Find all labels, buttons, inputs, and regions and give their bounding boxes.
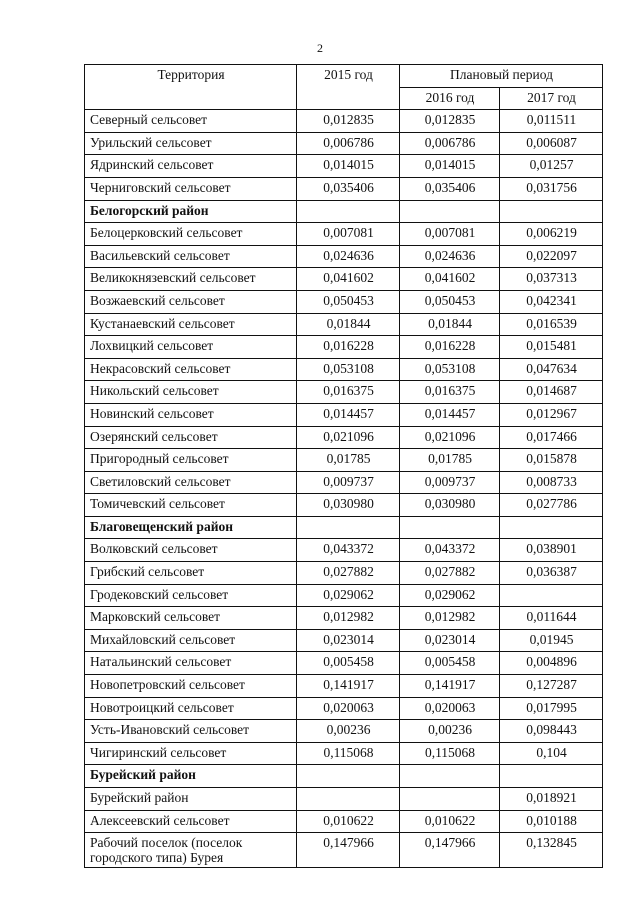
- value-2017-cell: [500, 765, 603, 788]
- header-year-2015: 2015 год: [297, 65, 400, 110]
- table-row: [85, 742, 603, 765]
- table-header: [85, 65, 603, 110]
- value-2017-cell: 0,011511: [500, 110, 603, 133]
- value-2016-cell: 0,023014: [400, 629, 500, 652]
- value-2017-cell: 0,127287: [500, 675, 603, 698]
- value-2016-cell: 0,115068: [400, 742, 500, 765]
- territory-cell: Ядринский сельсовет: [85, 155, 297, 178]
- value-2015-cell: 0,006786: [297, 132, 400, 155]
- value-2015-cell: [297, 516, 400, 539]
- value-2017-cell: 0,004896: [500, 652, 603, 675]
- value-2017-cell: 0,008733: [500, 471, 603, 494]
- value-2016-cell: 0,053108: [400, 358, 500, 381]
- territory-cell: Белоцерковский сельсовет: [85, 223, 297, 246]
- value-2015-cell: 0,009737: [297, 471, 400, 494]
- value-2017-cell: 0,036387: [500, 562, 603, 585]
- table-row: [85, 494, 603, 517]
- value-2015-cell: [297, 200, 400, 223]
- header-row-top: [85, 65, 603, 88]
- territory-cell: Новопетровский сельсовет: [85, 675, 297, 698]
- value-2016-cell: 0,020063: [400, 697, 500, 720]
- territory-cell: Светиловский сельсовет: [85, 471, 297, 494]
- territory-cell: Новотроицкий сельсовет: [85, 697, 297, 720]
- value-2016-cell: 0,021096: [400, 426, 500, 449]
- value-2015-cell: 0,141917: [297, 675, 400, 698]
- value-2015-cell: 0,005458: [297, 652, 400, 675]
- value-2017-cell: 0,011644: [500, 607, 603, 630]
- value-2016-cell: 0,006786: [400, 132, 500, 155]
- territory-cell: Лохвицкий сельсовет: [85, 336, 297, 359]
- value-2017-cell: 0,047634: [500, 358, 603, 381]
- territory-cell: Михайловский сельсовет: [85, 629, 297, 652]
- value-2015-cell: 0,147966: [297, 833, 400, 868]
- value-2017-cell: 0,015878: [500, 449, 603, 472]
- value-2017-cell: 0,031756: [500, 177, 603, 200]
- table-row: [85, 607, 603, 630]
- value-2015-cell: 0,029062: [297, 584, 400, 607]
- value-2017-cell: 0,015481: [500, 336, 603, 359]
- value-2017-cell: 0,132845: [500, 833, 603, 868]
- value-2016-cell: 0,041602: [400, 268, 500, 291]
- header-territory: Территория: [85, 65, 297, 110]
- table-row: [85, 358, 603, 381]
- table-row: [85, 426, 603, 449]
- territory-cell: Великокнязевский сельсовет: [85, 268, 297, 291]
- value-2016-cell: [400, 788, 500, 811]
- value-2017-cell: 0,006087: [500, 132, 603, 155]
- territory-cell: Черниговский сельсовет: [85, 177, 297, 200]
- value-2016-cell: 0,030980: [400, 494, 500, 517]
- territory-cell: Томичевский сельсовет: [85, 494, 297, 517]
- value-2017-cell: 0,042341: [500, 290, 603, 313]
- territory-cell: Бурейский район: [85, 788, 297, 811]
- value-2016-cell: 0,016375: [400, 381, 500, 404]
- value-2015-cell: 0,014015: [297, 155, 400, 178]
- value-2017-cell: 0,018921: [500, 788, 603, 811]
- territory-cell: Грибский сельсовет: [85, 562, 297, 585]
- section-title: Бурейский район: [85, 765, 297, 788]
- territory-cell: Алексеевский сельсовет: [85, 810, 297, 833]
- table-row: [85, 471, 603, 494]
- table-row: [85, 449, 603, 472]
- value-2017-cell: 0,01257: [500, 155, 603, 178]
- section-title: Белогорский район: [85, 200, 297, 223]
- value-2016-cell: 0,010622: [400, 810, 500, 833]
- value-2016-cell: 0,01785: [400, 449, 500, 472]
- table-row: [85, 539, 603, 562]
- value-2017-cell: 0,016539: [500, 313, 603, 336]
- territory-cell: Чигиринский сельсовет: [85, 742, 297, 765]
- value-2015-cell: [297, 788, 400, 811]
- table-row: [85, 675, 603, 698]
- value-2015-cell: [297, 765, 400, 788]
- section-row: [85, 516, 603, 539]
- table-row: [85, 629, 603, 652]
- territory-cell: Рабочий поселок (поселок городского типа) Бурея: [85, 833, 297, 868]
- territory-cell: Возжаевский сельсовет: [85, 290, 297, 313]
- table-row: [85, 268, 603, 291]
- table-row: [85, 381, 603, 404]
- table-row: [85, 652, 603, 675]
- value-2015-cell: 0,016375: [297, 381, 400, 404]
- table-row: [85, 177, 603, 200]
- table-row: [85, 155, 603, 178]
- section-row: [85, 200, 603, 223]
- value-2015-cell: 0,021096: [297, 426, 400, 449]
- value-2015-cell: 0,115068: [297, 742, 400, 765]
- value-2015-cell: 0,012835: [297, 110, 400, 133]
- value-2017-cell: 0,010188: [500, 810, 603, 833]
- value-2017-cell: 0,017995: [500, 697, 603, 720]
- value-2015-cell: 0,01785: [297, 449, 400, 472]
- value-2017-cell: 0,098443: [500, 720, 603, 743]
- page-number: 2: [317, 41, 323, 55]
- table-row: [85, 720, 603, 743]
- value-2015-cell: 0,035406: [297, 177, 400, 200]
- value-2016-cell: 0,005458: [400, 652, 500, 675]
- territory-cell: Васильевский сельсовет: [85, 245, 297, 268]
- territory-cell: Пригородный сельсовет: [85, 449, 297, 472]
- value-2015-cell: 0,030980: [297, 494, 400, 517]
- table-row: [85, 833, 603, 868]
- territory-cell: Натальинский сельсовет: [85, 652, 297, 675]
- value-2017-cell: 0,006219: [500, 223, 603, 246]
- value-2015-cell: 0,00236: [297, 720, 400, 743]
- value-2016-cell: 0,043372: [400, 539, 500, 562]
- header-planned-period: Плановый период: [400, 65, 603, 88]
- value-2016-cell: 0,012982: [400, 607, 500, 630]
- section-row: [85, 765, 603, 788]
- value-2017-cell: 0,017466: [500, 426, 603, 449]
- value-2016-cell: 0,147966: [400, 833, 500, 868]
- territory-cell: Усть-Ивановский сельсовет: [85, 720, 297, 743]
- territory-cell: Новинский сельсовет: [85, 403, 297, 426]
- table-row: [85, 810, 603, 833]
- table-row: [85, 132, 603, 155]
- value-2016-cell: 0,027882: [400, 562, 500, 585]
- value-2016-cell: 0,007081: [400, 223, 500, 246]
- value-2017-cell: 0,038901: [500, 539, 603, 562]
- value-2015-cell: 0,041602: [297, 268, 400, 291]
- value-2015-cell: 0,007081: [297, 223, 400, 246]
- value-2017-cell: 0,027786: [500, 494, 603, 517]
- value-2016-cell: [400, 516, 500, 539]
- value-2016-cell: 0,012835: [400, 110, 500, 133]
- value-2016-cell: 0,141917: [400, 675, 500, 698]
- value-2015-cell: 0,053108: [297, 358, 400, 381]
- value-2017-cell: [500, 584, 603, 607]
- value-2015-cell: 0,014457: [297, 403, 400, 426]
- value-2015-cell: 0,043372: [297, 539, 400, 562]
- value-2015-cell: 0,01844: [297, 313, 400, 336]
- table-row: [85, 336, 603, 359]
- value-2015-cell: 0,023014: [297, 629, 400, 652]
- value-2016-cell: 0,00236: [400, 720, 500, 743]
- table-row: [85, 245, 603, 268]
- value-2016-cell: [400, 200, 500, 223]
- value-2016-cell: [400, 765, 500, 788]
- value-2015-cell: 0,027882: [297, 562, 400, 585]
- territory-cell: Озерянский сельсовет: [85, 426, 297, 449]
- header-year-2017: 2017 год: [500, 87, 603, 110]
- table-row: [85, 313, 603, 336]
- territory-cell: Никольский сельсовет: [85, 381, 297, 404]
- value-2017-cell: 0,014687: [500, 381, 603, 404]
- value-2016-cell: 0,024636: [400, 245, 500, 268]
- value-2016-cell: 0,035406: [400, 177, 500, 200]
- value-2016-cell: 0,050453: [400, 290, 500, 313]
- table-row: [85, 788, 603, 811]
- table-row: [85, 403, 603, 426]
- territory-cell: Некрасовский сельсовет: [85, 358, 297, 381]
- value-2016-cell: 0,029062: [400, 584, 500, 607]
- table-row: [85, 562, 603, 585]
- territory-cell: Марковский сельсовет: [85, 607, 297, 630]
- value-2015-cell: 0,050453: [297, 290, 400, 313]
- territory-cell: Кустанаевский сельсовет: [85, 313, 297, 336]
- territory-cell: Волковский сельсовет: [85, 539, 297, 562]
- value-2017-cell: 0,012967: [500, 403, 603, 426]
- value-2017-cell: 0,104: [500, 742, 603, 765]
- value-2016-cell: 0,009737: [400, 471, 500, 494]
- territory-cell: Урильский сельсовет: [85, 132, 297, 155]
- value-2015-cell: 0,024636: [297, 245, 400, 268]
- value-2015-cell: 0,020063: [297, 697, 400, 720]
- value-2015-cell: 0,016228: [297, 336, 400, 359]
- table-row: [85, 697, 603, 720]
- value-2017-cell: [500, 200, 603, 223]
- value-2017-cell: 0,022097: [500, 245, 603, 268]
- territory-cell: Северный сельсовет: [85, 110, 297, 133]
- data-table: [84, 64, 603, 868]
- section-title: Благовещенский район: [85, 516, 297, 539]
- table-row: [85, 223, 603, 246]
- table-body: [85, 110, 603, 868]
- value-2015-cell: 0,012982: [297, 607, 400, 630]
- table-row: [85, 110, 603, 133]
- table-row: [85, 290, 603, 313]
- value-2017-cell: [500, 516, 603, 539]
- value-2016-cell: 0,016228: [400, 336, 500, 359]
- value-2016-cell: 0,014015: [400, 155, 500, 178]
- value-2017-cell: 0,01945: [500, 629, 603, 652]
- value-2016-cell: 0,01844: [400, 313, 500, 336]
- value-2016-cell: 0,014457: [400, 403, 500, 426]
- header-year-2016: 2016 год: [400, 87, 500, 110]
- territory-cell: Гродековский сельсовет: [85, 584, 297, 607]
- table-row: [85, 584, 603, 607]
- value-2017-cell: 0,037313: [500, 268, 603, 291]
- value-2015-cell: 0,010622: [297, 810, 400, 833]
